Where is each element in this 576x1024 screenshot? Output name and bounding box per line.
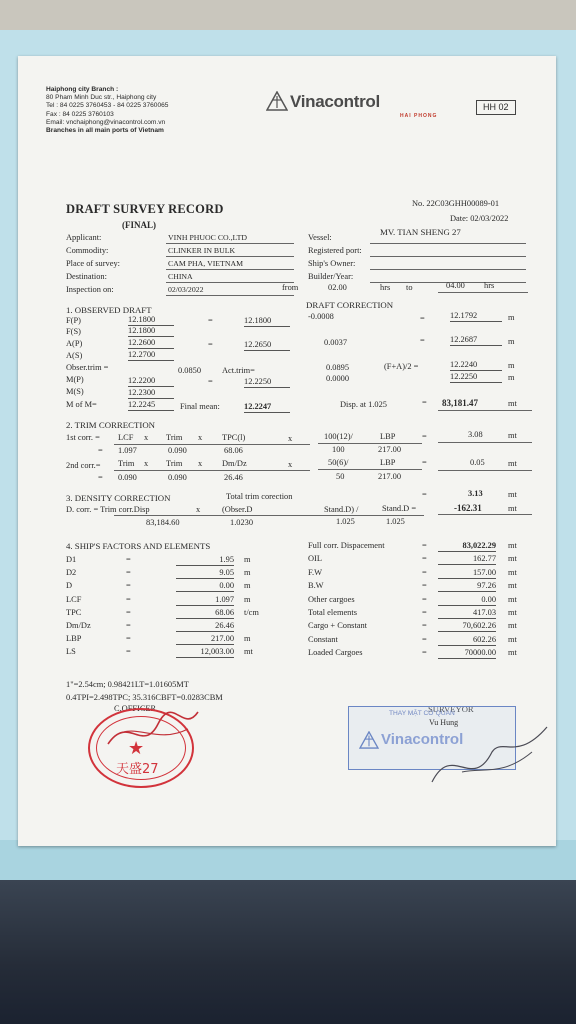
trim-value: 1.097 <box>118 446 137 455</box>
trim-value: 100 <box>332 445 345 454</box>
trim-value: 217.00 <box>378 445 402 454</box>
surveyor-name: Vu Hung <box>429 718 459 727</box>
equals-sign: = <box>126 634 131 644</box>
element-label: B.W <box>308 581 324 591</box>
port-label: Registered port: <box>308 246 362 255</box>
act-trim-label: Act.trim= <box>222 366 255 375</box>
logo-text: Vinacontrol <box>290 92 380 111</box>
equals-sign: = <box>126 621 131 630</box>
trim-value: 217.00 <box>378 472 402 481</box>
trim-term: 100(12)/ <box>324 432 353 441</box>
element-unit: mt <box>508 581 517 591</box>
ms-value: 12.2300 <box>128 388 174 399</box>
record-number: No. 22C03GHH00089-01 <box>412 199 500 208</box>
field-underline <box>438 410 532 411</box>
branch-tel: Tel : 84 0225 3760453 - 84 0225 3760065 <box>46 102 169 110</box>
seal-logo-text: Vinacontrol <box>381 731 464 748</box>
trim-operator: x <box>144 459 149 468</box>
element-label: OIL <box>308 554 322 564</box>
record-title: DRAFT SURVEY RECORD <box>66 202 224 216</box>
total-trim-label: Total trim corection <box>226 492 293 501</box>
equals-sign: = <box>422 581 427 591</box>
trim-operator: x <box>144 433 149 442</box>
info-values-left <box>168 231 247 296</box>
trim-value: 68.06 <box>224 446 243 455</box>
destination-label: Destination: <box>66 272 107 281</box>
ap-label: A(P) <box>66 339 83 348</box>
form-code-box: HH 02 <box>476 100 516 115</box>
branch-info <box>46 86 168 135</box>
vessel-label: Vessel: <box>308 233 332 242</box>
branch-list: Branches in all main ports of Vietnam <box>46 127 164 135</box>
factor-value: 68.06 <box>176 608 234 619</box>
stand-d2-label: Stand.D = <box>382 504 417 513</box>
record-subtitle: (FINAL) <box>122 220 156 230</box>
equals-sign: = <box>126 581 131 591</box>
obser-d-label: (Obser.D <box>222 505 253 514</box>
factor-value: 0.00 <box>176 581 234 592</box>
unit-m: m <box>508 373 515 382</box>
element-unit: mt <box>508 541 517 550</box>
equals-sign: = <box>422 567 427 577</box>
equals-sign: = <box>126 568 131 578</box>
density-stand: 1.025 <box>336 517 355 526</box>
trim-operator: x <box>288 460 293 469</box>
ms-label: M(S) <box>66 387 84 396</box>
commodity-label: Commodity: <box>66 246 109 255</box>
logo-subtext: HAI PHONG <box>400 113 438 119</box>
density-heading: 3. DENSITY CORRECTION <box>66 493 171 503</box>
equals-sign: = <box>422 458 427 467</box>
unit-m: m <box>508 313 515 322</box>
field-underline <box>438 514 532 515</box>
first-corr-label: 1st corr. = <box>66 433 100 442</box>
factor-label: LS <box>66 647 76 657</box>
equals-sign: = <box>208 316 213 325</box>
applicant-label: Applicant: <box>66 233 102 242</box>
obser-trim-value: 0.0850 <box>178 366 202 375</box>
fs-value: 12.1800 <box>128 326 174 337</box>
fraction-line <box>318 443 422 444</box>
hrs-label-2: hrs <box>484 281 495 290</box>
builder-label: Builder/Year: <box>308 272 354 281</box>
inspection-label: Inspection on: <box>66 285 114 294</box>
factor-label: Dm/Dz <box>66 621 91 630</box>
field-underline <box>166 269 294 270</box>
branch-address: 80 Pham Minh Duc str., Haiphong city <box>46 94 157 102</box>
mp-mean: 12.2250 <box>244 377 290 388</box>
factor-unit: t/cm <box>244 607 259 617</box>
unit-mt: mt <box>508 431 517 440</box>
element-label: Total elements <box>308 608 357 617</box>
correction-heading: DRAFT CORRECTION <box>306 300 394 310</box>
branch-fax: Fax : 84 0225 3760103 <box>46 110 114 118</box>
element-value: 83,022.29 <box>438 541 496 552</box>
field-underline <box>438 292 528 293</box>
mp-corrected: 12.2250 <box>450 372 502 383</box>
ap-value: 12.2600 <box>128 338 174 349</box>
element-unit: mt <box>508 594 517 604</box>
element-value: 0.00 <box>438 595 496 606</box>
element-value: 97.26 <box>438 581 496 592</box>
fraction-line <box>114 470 310 471</box>
equals-sign: = <box>422 541 427 550</box>
factor-value: 1.95 <box>176 555 234 566</box>
trim-term: LBP <box>380 432 396 441</box>
fa2-label: (F+A)/2 = <box>384 362 419 371</box>
observed-heading: 1. OBSERVED DRAFT <box>66 305 152 315</box>
officer-label: C.OFFICER <box>114 704 157 713</box>
element-label: Constant <box>308 634 338 644</box>
element-value: 70000.00 <box>438 648 496 659</box>
factor-unit: m <box>244 594 251 604</box>
field-underline <box>370 269 526 270</box>
element-label: Loaded Cargoes <box>308 648 363 658</box>
factor-unit: m <box>244 555 251 564</box>
equals-sign: = <box>422 634 427 644</box>
vessel-value: MV. TIAN SHENG 27 <box>380 227 461 237</box>
desk-foreground <box>0 880 576 1024</box>
ap-correction: 0.0037 <box>324 338 348 347</box>
equals-sign: = <box>422 594 427 604</box>
trim-operator: x <box>198 433 203 442</box>
disp-label: Disp. at 1.025 <box>340 400 387 409</box>
trim-term: Trim <box>166 459 183 468</box>
element-label: F.W <box>308 567 322 577</box>
element-unit: mt <box>508 554 517 564</box>
density-formula: D. corr. = Trim corr.Disp <box>66 505 150 514</box>
equals-sign: = <box>126 555 131 564</box>
trim-term: Dm/Dz <box>222 459 247 468</box>
second-corr-result: 0.05 <box>470 458 485 467</box>
ap-mean: 12.2650 <box>244 340 290 351</box>
record-date: Date: 02/03/2022 <box>450 214 509 223</box>
trim-operator: x <box>288 434 293 443</box>
destination-value: CHINA <box>168 272 193 281</box>
factor-label: D2 <box>66 568 77 578</box>
unit-m: m <box>508 361 515 370</box>
fs-label: F(S) <box>66 327 81 336</box>
draft-survey-document <box>18 56 556 846</box>
element-unit: mt <box>508 621 517 631</box>
trim-value: 0.090 <box>168 446 187 455</box>
trim-value: 0.090 <box>118 473 137 482</box>
field-underline <box>166 243 294 244</box>
fraction-line <box>318 469 422 470</box>
field-underline <box>166 282 294 283</box>
equals-sign: = <box>422 398 427 407</box>
element-label: Cargo + Constant <box>308 621 368 631</box>
field-underline <box>438 470 532 471</box>
branch-title: Haiphong city Branch : <box>46 86 119 93</box>
field-underline <box>166 295 294 296</box>
fraction-line <box>114 515 424 516</box>
element-value: 162.77 <box>438 554 496 565</box>
equals-sign: = <box>126 607 131 617</box>
fp-correction: -0.0008 <box>308 312 334 321</box>
trim-value: 50 <box>336 472 345 481</box>
factor-label: LCF <box>66 594 82 604</box>
place-value: CAM PHA, VIETNAM <box>168 259 244 268</box>
final-mean-value: 12.2247 <box>244 402 290 413</box>
stand-d-label: Stand.D) / <box>324 505 359 514</box>
factors-heading: 4. SHIP'S FACTORS AND ELEMENTS <box>66 541 211 551</box>
element-value: 602.26 <box>438 635 496 646</box>
fp-mean: 12.1800 <box>244 316 290 327</box>
equals-sign: = <box>422 621 427 631</box>
unit-m: m <box>508 337 515 346</box>
first-corr-result: 3.08 <box>468 430 483 439</box>
element-unit: mt <box>508 608 517 617</box>
equals-sign: = <box>420 314 425 323</box>
trim-heading: 2. TRIM CORRECTION <box>66 420 156 430</box>
density-operator: x <box>196 505 201 514</box>
info-labels-right <box>308 231 362 283</box>
hrs-label-1: hrs <box>380 283 391 292</box>
place-label: Place of survey: <box>66 259 120 268</box>
mofm-value: 12.2245 <box>128 400 174 411</box>
star-icon: ★ <box>128 738 145 759</box>
officer-signature <box>98 704 208 764</box>
density-disp: 83,184.60 <box>146 518 180 527</box>
fraction-line <box>114 444 310 445</box>
equals-sign: = <box>98 473 103 482</box>
branch-email: Email: vnchaiphong@vinacontrol.com.vn <box>46 118 166 126</box>
equals-sign: = <box>208 340 213 349</box>
trim-term: LCF <box>118 433 134 442</box>
factor-value: 26.46 <box>176 621 234 632</box>
to-time: 04.00 <box>446 281 465 290</box>
field-underline <box>166 256 294 257</box>
factor-unit: m <box>244 581 251 591</box>
factor-label: D <box>66 581 73 591</box>
as-label: A(S) <box>66 351 83 360</box>
equals-sign: = <box>126 647 131 657</box>
equals-sign: = <box>422 648 427 658</box>
factor-value: 9.05 <box>176 568 234 579</box>
trim-term: Trim <box>166 433 183 442</box>
factor-unit: mt <box>244 647 253 657</box>
to-label: to <box>406 283 413 292</box>
factor-value: 1.097 <box>176 595 234 606</box>
element-value: 417.03 <box>438 608 496 619</box>
density-obser: 1.0230 <box>230 518 254 527</box>
fp-label: F(P) <box>66 316 81 325</box>
from-time: 02.00 <box>328 283 347 292</box>
final-mean-label: Final mean: <box>180 402 220 411</box>
unit-mt: mt <box>508 504 517 513</box>
element-unit: mt <box>508 567 517 577</box>
field-underline <box>370 256 526 257</box>
applicant-value: VINH PHUOC CO.,LTD <box>168 233 247 242</box>
trim-term: Trim <box>118 459 135 468</box>
factor-unit: m <box>244 568 251 578</box>
inspection-date-value: 02/03/2022 <box>168 285 204 294</box>
surveyor-signature <box>422 722 552 792</box>
equals-sign: = <box>420 336 425 345</box>
unit-mt: mt <box>508 490 517 499</box>
factor-label: TPC <box>66 607 82 617</box>
trim-term: 50(6)/ <box>328 458 349 467</box>
owner-label: Ship's Owner: <box>308 259 356 268</box>
field-underline <box>438 442 532 443</box>
displacement-value: 83,181.47 <box>442 398 478 408</box>
density-result: -162.31 <box>454 503 482 513</box>
trim-value: 0.090 <box>168 473 187 482</box>
element-value: 157.00 <box>438 568 496 579</box>
info-labels-left <box>66 231 120 296</box>
factor-label: LBP <box>66 634 82 644</box>
mofm-label: M of M= <box>66 400 97 409</box>
element-unit: mt <box>508 634 517 644</box>
unit-mt: mt <box>508 459 517 468</box>
field-underline <box>370 243 526 244</box>
from-label: from <box>282 283 299 292</box>
equals-sign: = <box>126 594 131 604</box>
factor-value: 12,003.00 <box>176 647 234 658</box>
element-label: Other cargoes <box>308 594 355 604</box>
ap-corrected: 12.2687 <box>450 335 502 346</box>
fp-corrected: 12.1792 <box>450 311 502 322</box>
obser-trim-label: Obser.trim = <box>66 363 109 372</box>
trim-term: TPC(l) <box>222 433 246 442</box>
stamp-text: 天盛27 <box>116 762 159 777</box>
unit-mt: mt <box>508 399 517 408</box>
as-value: 12.2700 <box>128 350 174 361</box>
surveyor-label: SURVEYOR <box>428 704 474 714</box>
mp-value: 12.2200 <box>128 376 174 387</box>
fp-value: 12.1800 <box>128 315 174 326</box>
element-value: 70,602.26 <box>438 621 496 632</box>
equals-sign: = <box>422 554 427 564</box>
conversion-line-1: 1"=2.54cm; 0.98421LT=1.01605MT <box>66 680 189 689</box>
density-stand2: 1.025 <box>386 517 405 526</box>
seal-caption: THAY MẶT CƠ QUAN <box>389 710 455 717</box>
conversion-line-2: 0.4TPI=2.498TPC; 35.316CBFT=0.0283CBM <box>66 693 223 702</box>
equals-sign: = <box>422 432 427 441</box>
equals-sign: = <box>422 490 427 499</box>
mp-label: M(P) <box>66 375 84 384</box>
factor-label: D1 <box>66 555 77 564</box>
scales-logo-icon <box>266 91 288 111</box>
equals-sign: = <box>98 446 103 455</box>
commodity-value: CLINKER IN BULK <box>168 246 236 255</box>
trim-operator: x <box>198 459 203 468</box>
total-trim-value: 3.13 <box>468 489 483 498</box>
factor-unit: m <box>244 634 251 644</box>
equals-sign: = <box>208 377 213 386</box>
equals-sign: = <box>422 608 427 617</box>
seal-scales-icon <box>359 731 379 749</box>
trim-value: 26.46 <box>224 473 243 482</box>
trim-term: LBP <box>380 458 396 467</box>
act-trim-value: 0.0895 <box>326 363 350 372</box>
second-corr-label: 2nd corr.= <box>66 461 101 470</box>
fa2-value: 12.2240 <box>450 360 502 371</box>
element-unit: mt <box>508 648 517 658</box>
element-label: Full corr. Dispacement <box>308 541 385 550</box>
mp-correction: 0.0000 <box>326 374 350 383</box>
factor-value: 217.00 <box>176 634 234 645</box>
